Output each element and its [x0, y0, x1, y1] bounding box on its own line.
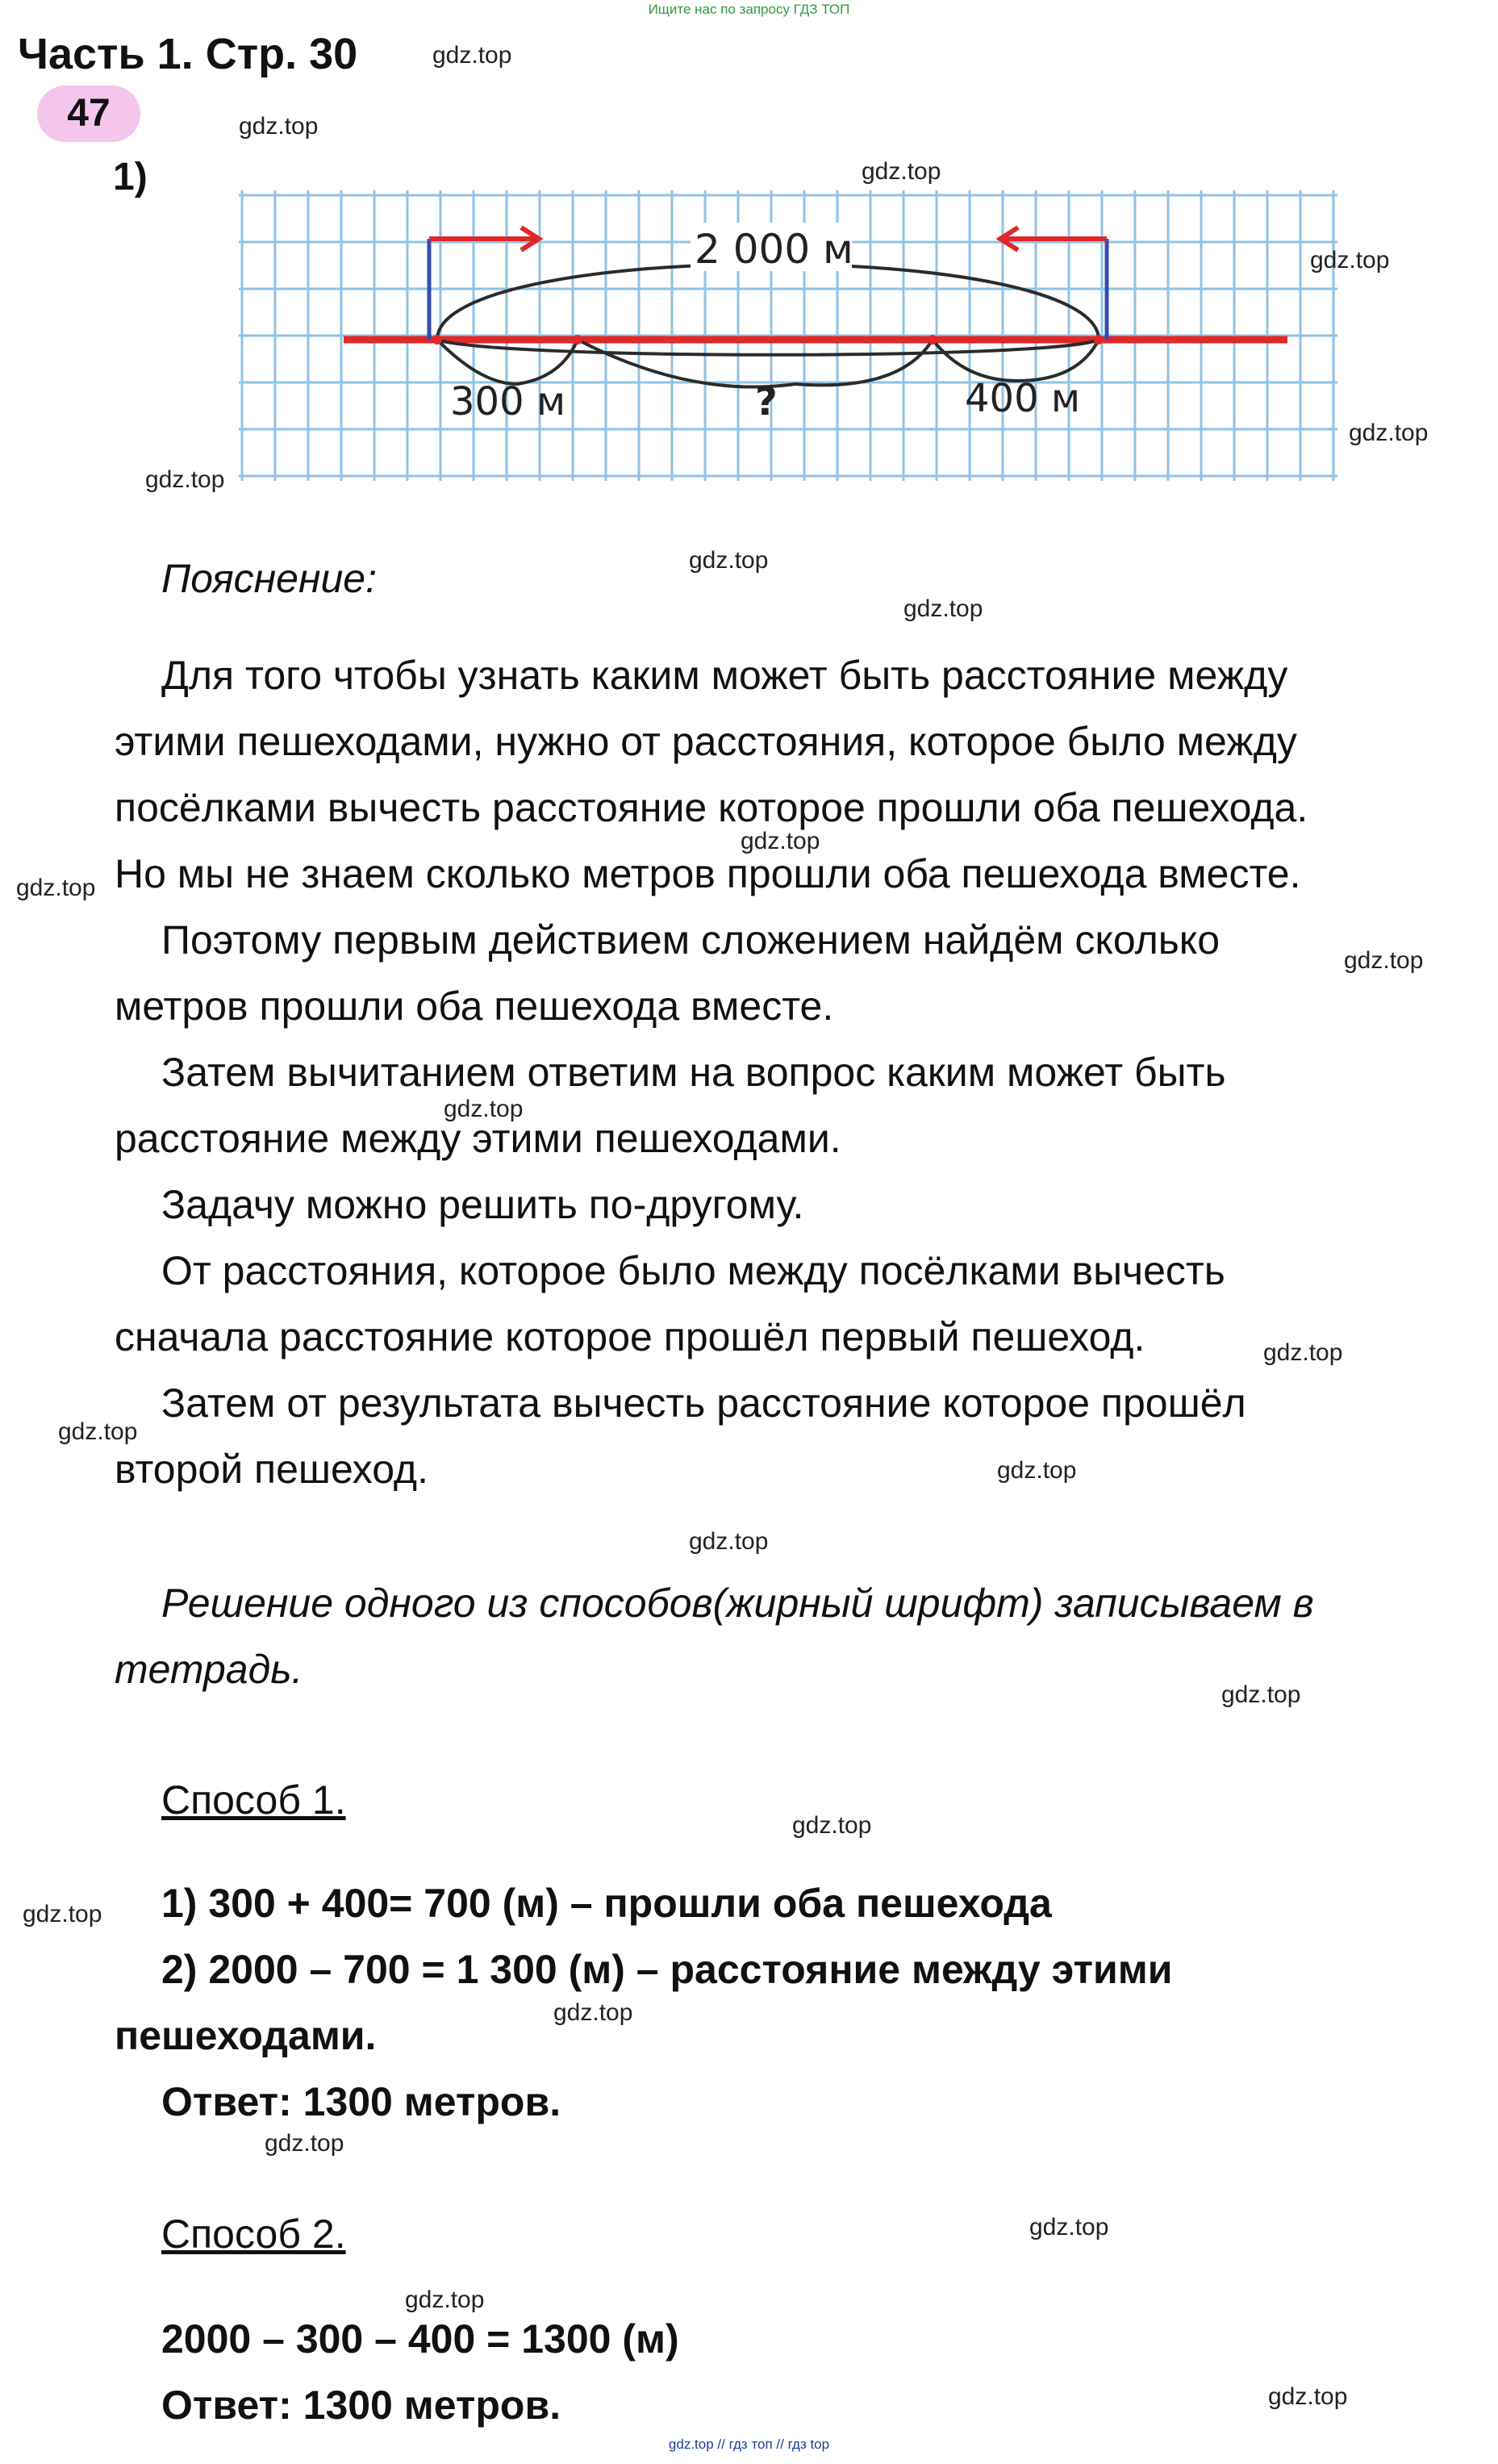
method2-expression: 2000 – 300 – 400 = 1300 (м) [161, 2316, 679, 2362]
explanation-line: расстояние между этими пешеходами. [115, 1116, 841, 1161]
method2-solution [161, 2306, 1452, 2438]
watermark: gdz.top [1349, 420, 1429, 446]
explanation-line: Задачу можно решить по-другому. [161, 1182, 804, 1227]
watermark: gdz.top [16, 875, 96, 901]
watermark: gdz.top [997, 1457, 1077, 1484]
watermark: gdz.top [58, 1418, 138, 1445]
explanation-text [115, 642, 1486, 1502]
watermark: gdz.top [553, 1999, 633, 2026]
explanation-line: посёлками вычесть расстояние которое прошли оба пешехода. [115, 785, 1308, 830]
watermark: gdz.top [265, 2130, 344, 2157]
explanation-line: Но мы не знаем сколько метров прошли оба пешехода вместе. [115, 851, 1301, 896]
left-arrow-icon [429, 228, 539, 250]
footer-links[interactable]: gdz.top // гдз топ // гдз top [668, 2437, 830, 2452]
method1-answer: Ответ: 1300 метров. [161, 2079, 561, 2124]
point-d [1094, 335, 1104, 345]
explanation-line: Поэтому первым действием сложением найдём сколько [161, 917, 1221, 963]
total-distance-label: 2 000 м [695, 226, 853, 273]
watermark: gdz.top [689, 1528, 769, 1555]
explanation-line: этими пешеходами, нужно от расстояния, которое было между [115, 719, 1297, 764]
watermark: gdz.top [444, 1096, 524, 1122]
explanation-line: От расстояния, которое было между посёлками вычесть [161, 1248, 1225, 1293]
explanation-line: Для того чтобы узнать каким может быть расстояние между [161, 653, 1288, 698]
distance-diagram [239, 190, 1352, 489]
left-distance-label: 300 м [450, 379, 566, 424]
watermark: gdz.top [741, 828, 820, 854]
method1-step1: 1) 300 + 400= 700 (м) – прошли оба пешехода [161, 1881, 1052, 1926]
watermark: gdz.top [1221, 1681, 1301, 1708]
explanation-line: метров прошли оба пешехода вместе. [115, 984, 834, 1029]
watermark: gdz.top [792, 1812, 872, 1839]
explanation-line: Затем вычитанием ответим на вопрос каким может быть [161, 1050, 1226, 1095]
method1-title: Способ 1. [161, 1777, 346, 1823]
task-number-badge: 47 [37, 86, 140, 142]
explanation-line: второй пешеход. [115, 1447, 428, 1492]
page-title: Часть 1. Стр. 30 [18, 30, 358, 78]
method1-step2-cont: пешеходами. [115, 2013, 377, 2058]
watermark: gdz.top [405, 2287, 485, 2313]
watermark: gdz.top [689, 547, 769, 574]
watermark: gdz.top [1344, 947, 1424, 974]
watermark: gdz.top [1029, 2214, 1109, 2241]
method2-answer: Ответ: 1300 метров. [161, 2383, 561, 2428]
watermark: gdz.top [1263, 1339, 1343, 1366]
note-line: тетрадь. [115, 1647, 303, 1692]
explanation-line: сначала расстояние которое прошёл первый пешеход. [115, 1314, 1145, 1359]
watermark: gdz.top [1310, 247, 1390, 274]
watermark: gdz.top [239, 113, 319, 140]
watermark: gdz.top [23, 1901, 102, 1927]
right-arrow-icon [1000, 228, 1107, 250]
point-a [432, 335, 442, 345]
point-c [928, 335, 937, 345]
watermark: gdz.top [862, 158, 941, 185]
watermark: gdz.top [432, 42, 512, 69]
explanation-heading: Пояснение: [161, 556, 377, 601]
unknown-distance-label: ? [755, 379, 778, 424]
method1-solution [115, 1870, 1486, 2135]
sub-task-label: 1) [113, 156, 148, 198]
method1-step2: 2) 2000 – 700 = 1 300 (м) – расстояние между этими [161, 1947, 1173, 1992]
note-line: Решение одного из способов(жирный шрифт) записываем в [161, 1581, 1314, 1626]
point-b [573, 335, 582, 345]
right-distance-label: 400 м [965, 376, 1081, 421]
top-search-hint[interactable]: Ищите нас по запросу ГДЗ ТОП [648, 2, 850, 17]
explanation-line: Затем от результата вычесть расстояние которое прошёл [161, 1380, 1246, 1426]
watermark: gdz.top [1268, 2383, 1348, 2410]
method2-title: Способ 2. [161, 2211, 346, 2257]
watermark: gdz.top [145, 466, 225, 493]
watermark: gdz.top [903, 595, 983, 622]
